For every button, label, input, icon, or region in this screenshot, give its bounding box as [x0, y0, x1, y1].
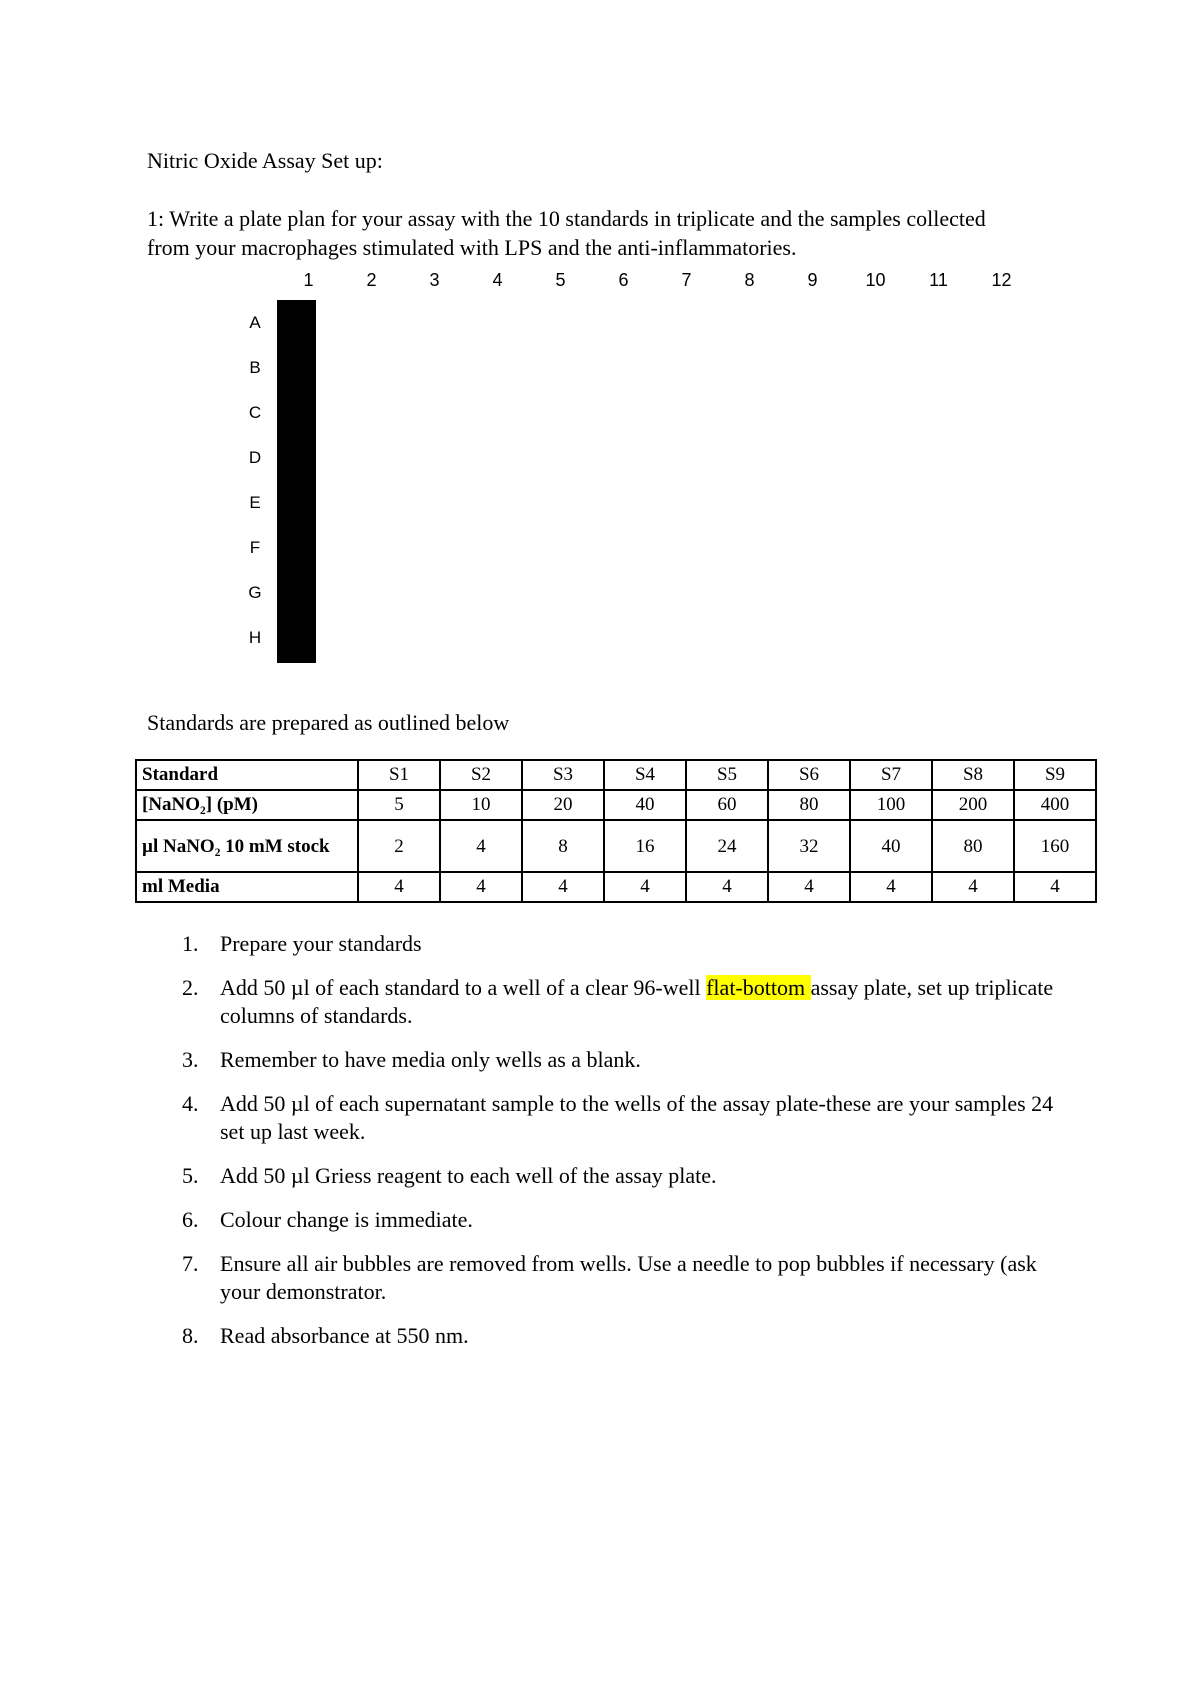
step-text: Ensure all air bubbles are removed from wells. Use a needle to pop bubbles if necessary (ask your demonstrator. [220, 1251, 1037, 1304]
plate-well [312, 302, 315, 347]
plate-well [312, 572, 315, 617]
step-text: Add 50 µl Griess reagent to each well of the assay plate. [220, 1163, 717, 1188]
procedure-step [170, 1162, 1070, 1190]
procedure-step [170, 1250, 1070, 1306]
standards-value-cell: 4 [604, 872, 686, 902]
standards-value-cell: 8 [522, 820, 604, 872]
plate-row-label: E [249, 493, 261, 512]
standards-header-cell: S6 [768, 760, 850, 790]
standards-value-cell: 4 [1014, 872, 1096, 902]
plate-well [312, 392, 315, 437]
procedure-steps [170, 930, 1070, 1366]
plate-well [312, 482, 315, 527]
step-text: Add 50 µl of each standard to a well of a clear 96-well [220, 975, 707, 1000]
procedure-step [170, 930, 1070, 958]
plate-column-label: 9 [807, 270, 818, 290]
standards-value-cell: 40 [604, 790, 686, 820]
procedure-step [170, 974, 1070, 1030]
step-number: 3. [182, 1047, 199, 1072]
procedure-step [170, 1206, 1070, 1234]
standards-heading: Standards are prepared as outlined below [147, 710, 510, 735]
standards-value-cell: 20 [522, 790, 604, 820]
plate-row-label: G [248, 583, 262, 602]
standards-value-cell: 4 [440, 820, 522, 872]
standards-value-cell: 4 [686, 872, 768, 902]
plate-well [312, 347, 315, 392]
standards-value-cell: 80 [768, 790, 850, 820]
step-text: assay plate, set up triplicate columns of standards. [220, 975, 1054, 1028]
intro-paragraph: 1: Write a plate plan for your assay with the 10 standards in triplicate and the samples collected from your macrophages stimulated with LPS and the anti-inflammatories. [147, 206, 986, 260]
standards-table [135, 759, 1097, 903]
step-number: 6. [182, 1207, 199, 1232]
step-number: 2. [182, 975, 199, 1000]
step-text: Colour change is immediate. [220, 1207, 473, 1232]
plate-column-label: 2 [366, 270, 377, 290]
step-number: 4. [182, 1091, 199, 1116]
step-text: Add 50 µl of each supernatant sample to the wells of the assay plate-these are your samples 24 set up last week. [220, 1091, 1054, 1144]
step-number: 8. [182, 1323, 199, 1348]
standards-header-cell: S5 [686, 760, 768, 790]
plate-row-label: H [248, 628, 262, 647]
standards-header-label: Standard [136, 760, 358, 790]
standards-value-cell: 4 [932, 872, 1014, 902]
procedure-step [170, 1046, 1070, 1074]
standards-value-cell: 32 [768, 820, 850, 872]
plate-row-label: D [248, 448, 262, 467]
standards-value-cell: 40 [850, 820, 932, 872]
plate-column-label: 3 [429, 270, 440, 290]
standards-value-cell: 160 [1014, 820, 1096, 872]
standards-header-cell: S8 [932, 760, 1014, 790]
standards-header-cell: S9 [1014, 760, 1096, 790]
standards-value-cell: 80 [932, 820, 1014, 872]
standards-value-cell: 4 [440, 872, 522, 902]
standards-header-cell: S4 [604, 760, 686, 790]
standards-value-cell: 100 [850, 790, 932, 820]
plate-column-label: 5 [555, 270, 566, 290]
standards-header-cell: S1 [358, 760, 440, 790]
plate-column-label: 10 [865, 270, 886, 290]
step-text: Prepare your standards [220, 931, 422, 956]
plate-well [312, 437, 315, 482]
plate-row-label: B [249, 358, 261, 377]
standards-value-cell: 4 [358, 872, 440, 902]
plate-column-label: 12 [991, 270, 1012, 290]
plate-row-label: A [249, 313, 261, 332]
standards-value-cell: 24 [686, 820, 768, 872]
step-text: Read absorbance at 550 nm. [220, 1323, 469, 1348]
plate-row-label: F [249, 538, 261, 557]
step-number: 7. [182, 1251, 199, 1276]
standards-value-cell: 400 [1014, 790, 1096, 820]
standards-value-cell: 4 [850, 872, 932, 902]
standards-value-cell: 10 [440, 790, 522, 820]
standards-header-cell: S3 [522, 760, 604, 790]
standards-row-label: µl NaNO₂ 10 mM stock [136, 820, 358, 872]
standards-value-cell: 200 [932, 790, 1014, 820]
standards-row-label: [NaNO₂] (pM) [136, 790, 358, 820]
standards-header-cell: S7 [850, 760, 932, 790]
plate-column-label: 8 [744, 270, 755, 290]
procedure-step [170, 1090, 1070, 1146]
standards-value-cell: 16 [604, 820, 686, 872]
plate-column-label: 4 [492, 270, 503, 290]
standards-value-cell: 4 [768, 872, 850, 902]
standards-value-cell: 5 [358, 790, 440, 820]
step-text: Remember to have media only wells as a blank. [220, 1047, 641, 1072]
plate-column-label: 11 [929, 270, 948, 290]
standards-value-cell: 2 [358, 820, 440, 872]
step-number: 5. [182, 1163, 199, 1188]
procedure-step [170, 1322, 1070, 1350]
standards-row [136, 872, 1096, 902]
standards-value-cell: 4 [522, 872, 604, 902]
plate-column-labels [277, 270, 1033, 294]
standards-header-cell: S2 [440, 760, 522, 790]
plate-column-label: 6 [618, 270, 629, 290]
step-number: 1. [182, 931, 199, 956]
plate-column-label: 7 [681, 270, 692, 290]
standards-row [136, 790, 1096, 820]
plate-grid [277, 300, 316, 663]
plate-well [312, 617, 315, 662]
plate-column-label: 1 [303, 270, 314, 290]
plate-well [312, 527, 315, 572]
plate-row-label: C [248, 403, 262, 422]
standards-value-cell: 60 [686, 790, 768, 820]
highlighted-text: flat-bottom [706, 975, 811, 1000]
standards-row [136, 820, 1096, 872]
page-title: Nitric Oxide Assay Set up: [147, 148, 383, 173]
standards-row-label: ml Media [136, 872, 358, 902]
